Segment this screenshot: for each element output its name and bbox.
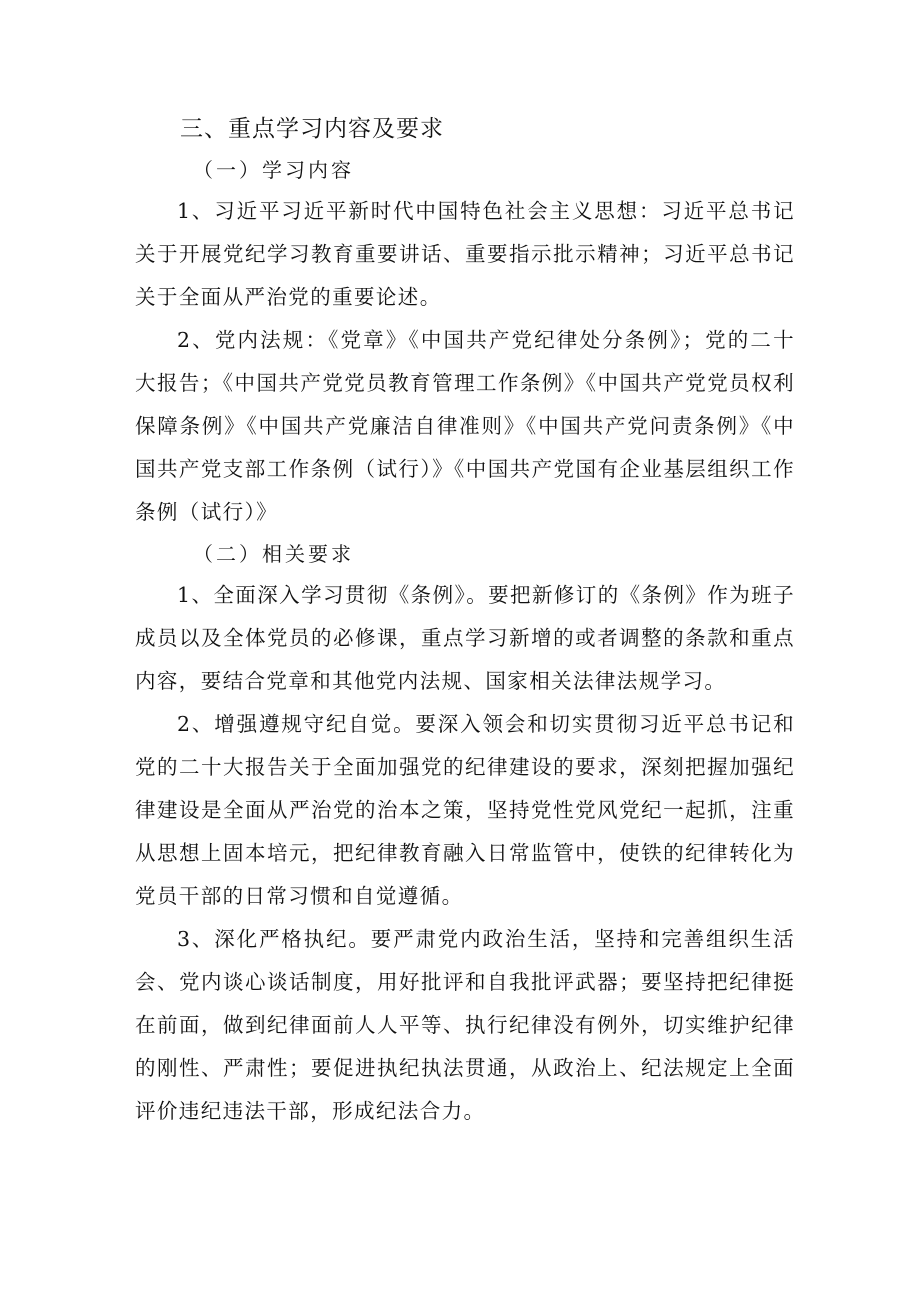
subsection-title-requirements: （二）相关要求 [193,542,354,566]
section-heading: 三、重点学习内容及要求 [180,116,444,142]
paragraph-content-2: 2、党内法规：《党章》《中国共产党纪律处分条例》；党的二十大报告；《中国共产党党员教育管理工作条例》《中国共产党党员权利保障条例》《中国共产党廉洁自律准则》《中国共产党问责条例》《中国共产党支部工作条例（试行）》《中国共产党国有企业基层组织工作条例（试行）》 [135,328,795,524]
document-body [135,108,795,1133]
paragraph-requirement-1: 1、全面深入学习贯彻《条例》。要把新修订的《条例》作为班子成员以及全体党员的必修课，重点学习新增的或者调整的条款和重点内容，要结合党章和其他党内法规、国家相关法律法规学习。 [135,583,795,693]
subsection-title-learning-content: （一）学习内容 [193,158,354,182]
paragraph-requirement-2: 2、增强遵规守纪自觉。要深入领会和切实贯彻习近平总书记和党的二十大报告关于全面加强党的纪律建设的要求，深刻把握加强纪律建设是全面从严治党的治本之策，坚持党性党风党纪一起抓，注重从思想上固本培元，把纪律教育融入日常监管中，使铁的纪律转化为党员干部的日常习惯和自觉遵循。 [135,712,795,908]
paragraph-content-1: 1、习近平习近平新时代中国特色社会主义思想：习近平总书记关于开展党纪学习教育重要讲话、重要指示批示精神；习近平总书记关于全面从严治党的重要论述。 [135,199,795,309]
paragraph-requirement-3: 3、深化严格执纪。要严肃党内政治生活，坚持和完善组织生活会、党内谈心谈话制度，用好批评和自我批评武器；要坚持把纪律挺在前面，做到纪律面前人人平等、执行纪律没有例外，切实维护纪律的刚性、严肃性；要促进执纪执法贯通，从政治上、纪法规定上全面评价违纪违法干部，形成纪法合力。 [135,927,795,1123]
